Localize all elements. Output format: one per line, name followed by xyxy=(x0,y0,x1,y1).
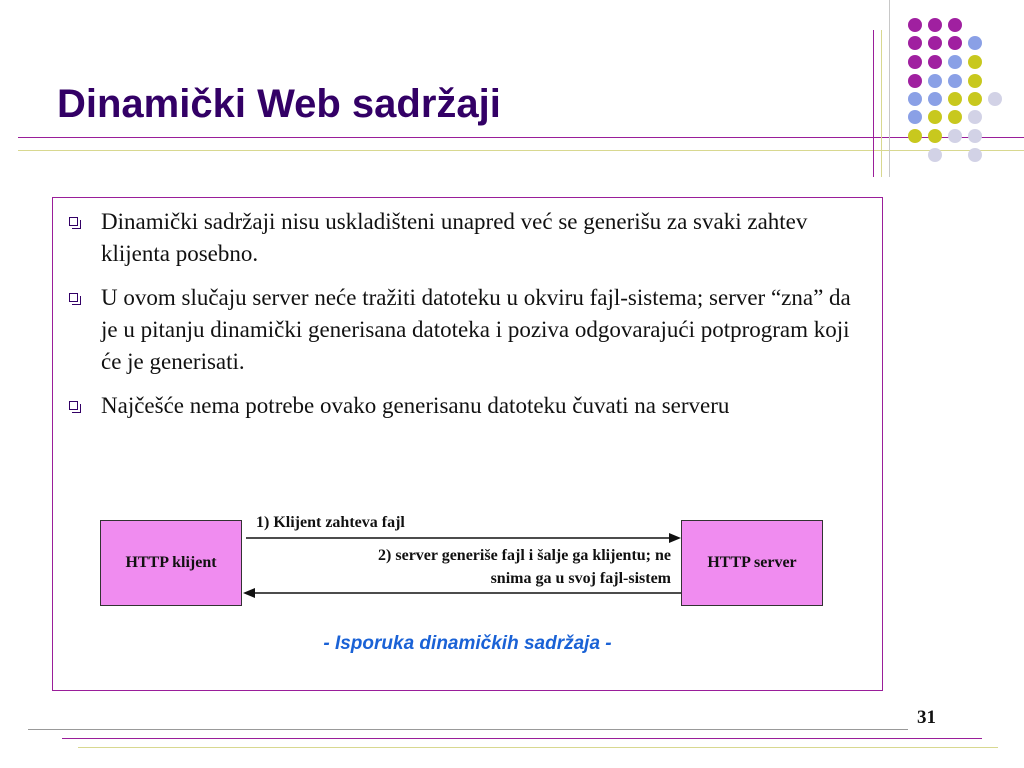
response-arrow-label-line1: 2) server generiše fajl i šalje ga klijentu; ne xyxy=(378,547,671,564)
header-vline-2 xyxy=(881,30,882,177)
dot xyxy=(948,36,962,50)
dot xyxy=(908,18,922,32)
dot xyxy=(908,92,922,106)
http-client-label: HTTP klijent xyxy=(125,554,217,571)
list-item xyxy=(62,282,862,378)
dot xyxy=(968,36,982,50)
bullet-text: Dinamički sadržaji nisu uskladišteni unapred već se generišu za svaki zahtev klijenta posebno. xyxy=(101,209,808,266)
http-client-box xyxy=(100,520,242,606)
footer-line-purple xyxy=(62,738,982,739)
list-item xyxy=(62,390,862,422)
slide-title: Dinamički Web sadržaji xyxy=(57,82,501,126)
page-number: 31 xyxy=(917,707,936,728)
checkbox-bullet-icon xyxy=(69,217,78,226)
dot xyxy=(968,55,982,69)
dot xyxy=(928,129,942,143)
dot xyxy=(928,74,942,88)
dot xyxy=(928,92,942,106)
decorative-dot-grid xyxy=(900,10,1020,170)
dot xyxy=(948,55,962,69)
request-arrow-label: 1) Klijent zahteva fajl xyxy=(256,514,405,531)
dot xyxy=(928,36,942,50)
header-vline-3 xyxy=(889,0,890,177)
http-server-box xyxy=(681,520,823,606)
bullet-text: U ovom slučaju server neće tražiti datoteku u okviru fajl-sistema; server “zna” da je u pitanju dinamički generisana datoteka i poziva odgovarajući potprogram koji će je generisati. xyxy=(101,285,851,374)
checkbox-bullet-icon xyxy=(69,401,78,410)
list-item xyxy=(62,206,862,270)
dot xyxy=(928,18,942,32)
dot xyxy=(908,110,922,124)
dot xyxy=(948,129,962,143)
response-arrow-label-line2: snima ga u svoj fajl-sistem xyxy=(490,570,671,587)
dot xyxy=(928,110,942,124)
dot xyxy=(908,36,922,50)
dot xyxy=(908,55,922,69)
dot xyxy=(948,92,962,106)
diagram-caption: - Isporuka dinamičkih sadržaja - xyxy=(323,633,612,654)
footer-line-yellow xyxy=(78,747,998,748)
dot xyxy=(968,92,982,106)
dot xyxy=(988,92,1002,106)
bullet-list xyxy=(62,206,862,434)
dot xyxy=(968,148,982,162)
dot xyxy=(968,110,982,124)
checkbox-bullet-icon xyxy=(69,293,78,302)
dot xyxy=(928,55,942,69)
footer-line-dark xyxy=(28,729,908,730)
dot xyxy=(948,74,962,88)
dot xyxy=(908,74,922,88)
dot xyxy=(968,129,982,143)
bullet-text: Najčešće nema potrebe ovako generisanu datoteku čuvati na serveru xyxy=(101,393,730,418)
dot xyxy=(968,74,982,88)
dot xyxy=(908,129,922,143)
http-server-label: HTTP server xyxy=(707,554,797,571)
dot xyxy=(948,18,962,32)
header-vline-1 xyxy=(873,30,874,177)
dot xyxy=(928,148,942,162)
dot xyxy=(948,110,962,124)
